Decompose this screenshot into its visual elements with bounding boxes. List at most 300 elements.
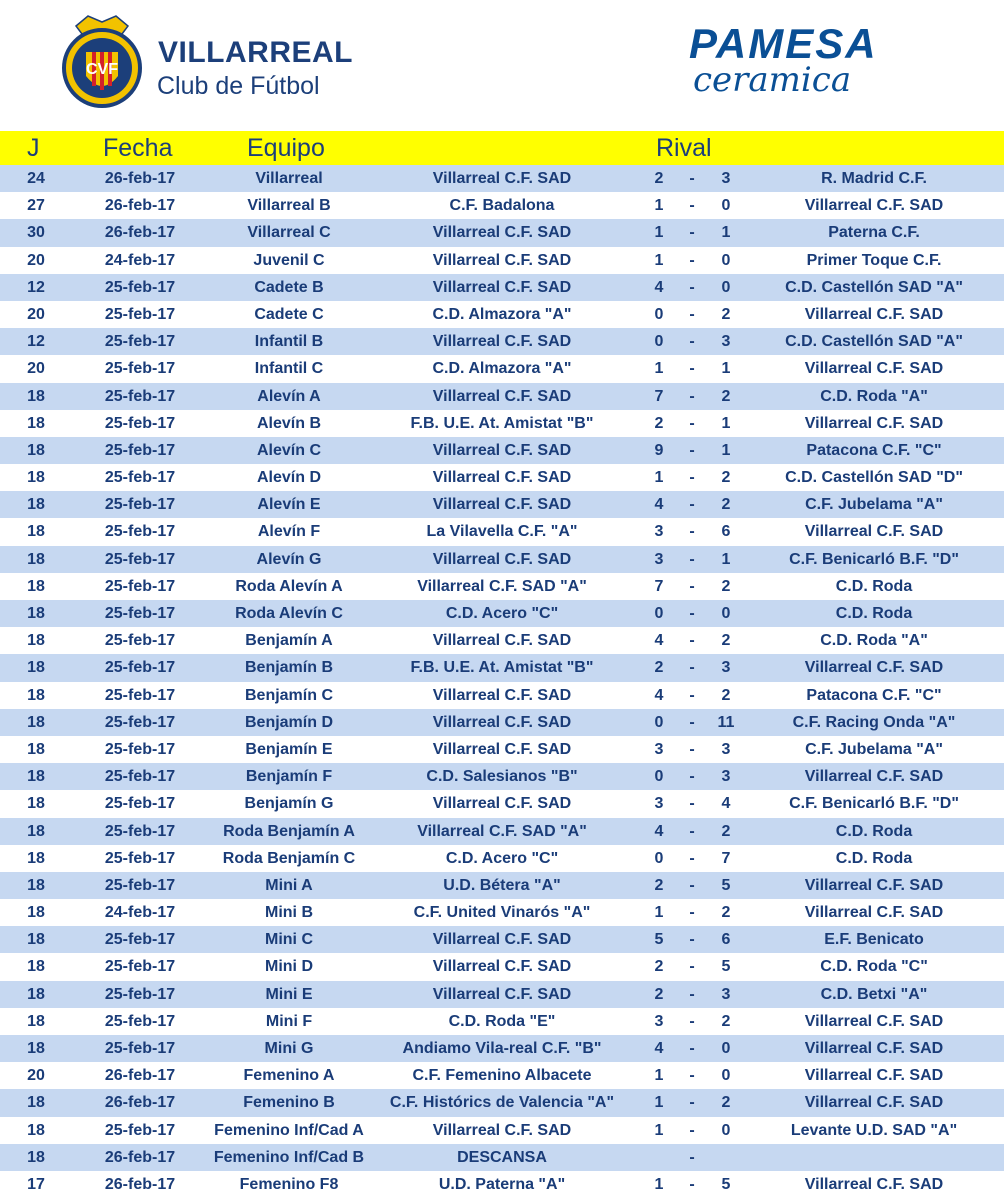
cell-jornada: 18: [27, 713, 45, 731]
cell-equipo: Alevín F: [257, 523, 321, 541]
cell-score-separator: -: [689, 632, 695, 650]
cell-local-team: Villarreal C.F. SAD: [432, 387, 572, 405]
cell-score-home: 2: [654, 414, 664, 432]
cell-fecha: 25-feb-17: [104, 795, 176, 813]
cell-local-team: Villarreal C.F. SAD: [432, 496, 572, 514]
cell-score-away: 0: [721, 1040, 731, 1057]
table-row: [0, 872, 1004, 899]
cell-fecha: 25-feb-17: [104, 605, 176, 622]
table-row: [0, 790, 1004, 817]
cell-local-team: Villarreal C.F. SAD: [432, 713, 572, 731]
cell-score-away: 0: [721, 1121, 731, 1139]
cell-local-team: F.B. U.E. At. Amistat "B": [410, 659, 594, 677]
cell-equipo: Cadete C: [254, 305, 324, 323]
cell-local-team: Villarreal C.F. SAD: [432, 795, 572, 813]
cell-score-away: 1: [721, 414, 731, 432]
cell-rival-team: C.D. Roda: [835, 605, 913, 622]
cell-rival-team: Villarreal C.F. SAD: [804, 768, 944, 786]
cell-jornada: 18: [27, 876, 45, 894]
cell-score-home: 4: [654, 632, 664, 650]
cell-equipo: Benjamín G: [244, 795, 334, 813]
cell-score-separator: -: [689, 469, 695, 487]
cell-score-away: 0: [721, 251, 731, 269]
cell-jornada: 18: [27, 795, 45, 813]
cell-score-home: 5: [654, 931, 664, 949]
table-row: [0, 1062, 1004, 1089]
cell-fecha: 26-feb-17: [104, 170, 176, 187]
cell-fecha: 25-feb-17: [104, 686, 176, 704]
table-row: [0, 600, 1004, 627]
cell-local-team: C.F. Badalona: [449, 197, 555, 215]
cell-local-team: Villarreal C.F. SAD: [432, 441, 572, 459]
cell-equipo: Mini B: [265, 904, 313, 922]
cell-score-away: 7: [721, 849, 731, 867]
cell-equipo: Femenino B: [243, 1094, 335, 1112]
cell-local-team: Villarreal C.F. SAD: [432, 224, 572, 242]
cell-fecha: 25-feb-17: [104, 469, 176, 487]
table-row: [0, 736, 1004, 763]
cell-score-away: 1: [721, 441, 731, 459]
cell-score-home: 3: [654, 523, 664, 541]
cell-rival-team: Villarreal C.F. SAD: [804, 904, 944, 922]
cell-equipo: Roda Benjamín C: [222, 849, 356, 867]
cell-equipo: Roda Benjamín A: [223, 822, 355, 840]
table-row: [0, 274, 1004, 301]
cell-rival-team: C.D. Roda: [835, 577, 913, 595]
cell-score-away: 3: [721, 985, 731, 1003]
cell-score-separator: -: [689, 605, 695, 622]
cell-local-team: F.B. U.E. At. Amistat "B": [410, 414, 594, 432]
cell-score-home: 0: [654, 605, 664, 622]
cell-equipo: Mini F: [265, 1012, 313, 1030]
table-row: [0, 219, 1004, 246]
table-row: [0, 1171, 1004, 1198]
cell-score-separator: -: [689, 849, 695, 867]
table-row: [0, 410, 1004, 437]
cell-fecha: 26-feb-17: [104, 224, 176, 242]
cell-score-home: 4: [654, 822, 664, 840]
cell-jornada: 12: [27, 333, 45, 351]
cell-score-away: 1: [721, 550, 731, 568]
cell-fecha: 25-feb-17: [104, 550, 176, 568]
cell-fecha: 25-feb-17: [104, 577, 176, 595]
cell-score-separator: -: [689, 360, 695, 378]
cell-rival-team: C.D. Betxi "A": [820, 985, 928, 1003]
cell-rival-team: Villarreal C.F. SAD: [804, 305, 944, 323]
cell-rival-team: C.D. Roda: [835, 822, 913, 840]
cell-local-team: Villarreal C.F. SAD: [432, 550, 572, 568]
cell-local-team: Villarreal C.F. SAD "A": [417, 577, 587, 595]
cell-rival-team: C.F. Benicarló B.F. "D": [789, 550, 959, 568]
cell-score-home: 4: [654, 278, 664, 296]
cell-jornada: 18: [27, 1148, 45, 1166]
cell-score-separator: -: [689, 740, 695, 758]
cell-score-away: 0: [721, 605, 731, 622]
cell-score-separator: -: [689, 686, 695, 704]
cell-rival-team: C.D. Roda: [835, 849, 913, 867]
cell-equipo: Benjamín A: [245, 632, 333, 650]
cell-score-separator: -: [689, 278, 695, 296]
cell-score-home: 1: [654, 360, 664, 378]
cell-score-away: 6: [721, 523, 731, 541]
cell-equipo: Femenino Inf/Cad B: [213, 1148, 365, 1166]
cell-rival-team: C.F. Benicarló B.F. "D": [789, 795, 959, 813]
cell-local-team: C.D. Almazora "A": [432, 360, 572, 378]
table-row: [0, 1008, 1004, 1035]
sponsor-logo-sub: ceramica: [693, 60, 852, 100]
club-subtitle: Club de Fútbol: [157, 72, 320, 100]
cell-fecha: 26-feb-17: [104, 197, 176, 215]
cell-local-team: Villarreal C.F. SAD: [432, 985, 572, 1003]
cell-rival-team: E.F. Benicato: [824, 931, 924, 949]
cell-score-home: 3: [654, 740, 664, 758]
cell-score-home: 1: [654, 1121, 664, 1139]
cell-score-separator: -: [689, 713, 695, 731]
cell-rival-team: R. Madrid C.F.: [821, 170, 927, 187]
cell-local-team: Villarreal C.F. SAD: [432, 278, 572, 296]
column-header-j: J: [27, 134, 40, 162]
cell-score-away: 2: [721, 1094, 731, 1112]
cell-fecha: 25-feb-17: [104, 360, 176, 378]
cell-equipo: Benjamín E: [245, 740, 333, 758]
cell-score-separator: -: [689, 224, 695, 242]
table-row: [0, 627, 1004, 654]
cell-jornada: 30: [27, 224, 45, 242]
cell-score-separator: -: [689, 197, 695, 215]
cell-fecha: 25-feb-17: [104, 659, 176, 677]
table-row: [0, 573, 1004, 600]
cell-score-home: 0: [654, 305, 664, 323]
cell-equipo: Alevín G: [256, 550, 322, 568]
cell-score-home: 4: [654, 496, 664, 514]
cell-score-away: 3: [721, 659, 731, 677]
cell-equipo: Femenino F8: [239, 1175, 339, 1193]
cell-rival-team: Primer Toque C.F.: [806, 251, 942, 269]
cell-score-separator: -: [689, 251, 695, 269]
cell-equipo: Mini E: [265, 985, 313, 1003]
table-row: [0, 981, 1004, 1008]
cell-equipo: Roda Alevín C: [235, 605, 343, 622]
cell-score-home: 7: [654, 387, 664, 405]
table-row: [0, 818, 1004, 845]
cell-equipo: Juvenil C: [253, 251, 325, 269]
cell-jornada: 18: [27, 958, 45, 976]
cell-fecha: 25-feb-17: [104, 958, 176, 976]
cell-score-away: 11: [717, 713, 735, 731]
cell-fecha: 25-feb-17: [104, 985, 176, 1003]
cell-score-home: 2: [654, 170, 664, 187]
cell-fecha: 25-feb-17: [104, 931, 176, 949]
cell-score-away: 3: [721, 170, 731, 187]
cell-jornada: 18: [27, 414, 45, 432]
cell-fecha: 25-feb-17: [104, 278, 176, 296]
cell-score-away: 2: [721, 305, 731, 323]
cell-score-home: 1: [654, 1067, 664, 1085]
cell-rival-team: C.F. Racing Onda "A": [792, 713, 956, 731]
cell-equipo: Infantil C: [254, 360, 324, 378]
cell-fecha: 25-feb-17: [104, 740, 176, 758]
cell-local-team: Villarreal C.F. SAD: [432, 632, 572, 650]
cell-fecha: 25-feb-17: [104, 1040, 176, 1057]
cell-fecha: 24-feb-17: [104, 904, 176, 922]
cell-score-separator: -: [689, 931, 695, 949]
cell-fecha: 25-feb-17: [104, 496, 176, 514]
cell-score-home: 1: [654, 197, 664, 215]
table-row: [0, 763, 1004, 790]
cell-jornada: 17: [27, 1175, 45, 1193]
cell-fecha: 24-feb-17: [104, 251, 176, 269]
cell-rival-team: Villarreal C.F. SAD: [804, 876, 944, 894]
cell-score-home: 1: [654, 1175, 664, 1193]
club-name: VILLARREAL: [158, 36, 353, 69]
cell-local-team: C.D. Acero "C": [445, 849, 559, 867]
cell-score-away: 3: [721, 740, 731, 758]
cell-equipo: Villarreal C: [247, 224, 331, 242]
table-row: [0, 926, 1004, 953]
cell-score-separator: -: [689, 333, 695, 351]
cell-score-separator: -: [689, 1148, 695, 1166]
cell-equipo: Alevín C: [256, 441, 321, 459]
cell-rival-team: Villarreal C.F. SAD: [804, 1040, 944, 1057]
cell-jornada: 18: [27, 550, 45, 568]
cell-rival-team: Levante U.D. SAD "A": [790, 1121, 958, 1139]
cell-score-separator: -: [689, 904, 695, 922]
cell-local-team: Villarreal C.F. SAD: [432, 740, 572, 758]
cell-score-away: 2: [721, 577, 731, 595]
cell-rival-team: Villarreal C.F. SAD: [804, 414, 944, 432]
cell-equipo: Mini C: [265, 931, 313, 949]
cell-score-home: 1: [654, 251, 664, 269]
cell-jornada: 18: [27, 768, 45, 786]
cell-score-separator: -: [689, 876, 695, 894]
cell-local-team: C.D. Salesianos "B": [426, 768, 578, 786]
cell-fecha: 25-feb-17: [104, 713, 176, 731]
cell-rival-team: Patacona C.F. "C": [806, 441, 942, 459]
cell-jornada: 18: [27, 1012, 45, 1030]
table-row: [0, 1035, 1004, 1062]
cell-rival-team: Villarreal C.F. SAD: [804, 1067, 944, 1085]
cell-local-team: Villarreal C.F. SAD: [432, 958, 572, 976]
cell-jornada: 18: [27, 1094, 45, 1112]
cell-score-home: [648, 1144, 670, 1171]
cell-equipo: Mini A: [265, 876, 313, 894]
cell-score-home: 2: [654, 958, 664, 976]
cell-score-separator: -: [689, 1175, 695, 1193]
cell-equipo: Benjamín C: [244, 686, 333, 704]
cell-equipo: Mini G: [264, 1040, 314, 1057]
page-header: [0, 0, 1004, 131]
cell-rival-team: Villarreal C.F. SAD: [804, 659, 944, 677]
table-row: [0, 1117, 1004, 1144]
cell-fecha: 25-feb-17: [104, 876, 176, 894]
table-row: [0, 845, 1004, 872]
cell-score-away: 2: [721, 822, 731, 840]
cell-jornada: 18: [27, 523, 45, 541]
cell-score-separator: -: [689, 496, 695, 514]
table-row: [0, 355, 1004, 382]
cell-score-separator: -: [689, 822, 695, 840]
table-row: [0, 301, 1004, 328]
cell-jornada: 18: [27, 985, 45, 1003]
cell-jornada: 18: [27, 469, 45, 487]
cell-jornada: 18: [27, 605, 45, 622]
cell-jornada: 18: [27, 1040, 45, 1057]
cell-fecha: 25-feb-17: [104, 1012, 176, 1030]
cell-rival-team: Villarreal C.F. SAD: [804, 1012, 944, 1030]
cell-score-separator: -: [689, 1012, 695, 1030]
cell-jornada: 18: [27, 686, 45, 704]
table-row: [0, 247, 1004, 274]
cell-fecha: 25-feb-17: [104, 333, 176, 351]
cell-jornada: 27: [27, 197, 45, 215]
cell-local-team: Villarreal C.F. SAD: [432, 686, 572, 704]
cell-score-separator: -: [689, 795, 695, 813]
cell-fecha: 26-feb-17: [104, 1094, 176, 1112]
cell-rival-team: Villarreal C.F. SAD: [804, 523, 944, 541]
table-row: [0, 192, 1004, 219]
cell-local-team: U.D. Paterna "A": [438, 1175, 566, 1193]
cell-score-away: [712, 1144, 740, 1171]
cell-score-away: 2: [721, 632, 731, 650]
table-row: [0, 546, 1004, 573]
column-header-fecha: Fecha: [103, 134, 173, 162]
cell-rival-team: Villarreal C.F. SAD: [804, 1175, 944, 1193]
column-header-rival: Rival: [656, 134, 712, 162]
cell-local-team: U.D. Bétera "A": [443, 876, 561, 894]
cell-fecha: 25-feb-17: [104, 822, 176, 840]
cell-score-home: 3: [654, 795, 664, 813]
cell-score-away: 3: [721, 333, 731, 351]
cell-score-separator: -: [689, 550, 695, 568]
cell-rival-team: Villarreal C.F. SAD: [804, 197, 944, 215]
cell-score-home: 7: [654, 577, 664, 595]
cell-equipo: Alevín B: [256, 414, 321, 432]
table-row: [0, 464, 1004, 491]
cell-jornada: 18: [27, 822, 45, 840]
cell-score-separator: -: [689, 441, 695, 459]
cell-score-separator: -: [689, 1040, 695, 1057]
cell-score-separator: -: [689, 523, 695, 541]
table-row: [0, 709, 1004, 736]
cell-equipo: Benjamín D: [244, 713, 333, 731]
cell-equipo: Villarreal: [255, 170, 323, 187]
cell-score-home: 0: [654, 333, 664, 351]
table-row: [0, 1089, 1004, 1116]
cell-local-team: DESCANSA: [457, 1148, 547, 1166]
cell-jornada: 18: [27, 632, 45, 650]
cell-local-team: Villarreal C.F. SAD: [432, 469, 572, 487]
cell-score-away: 2: [721, 686, 731, 704]
cell-local-team: Villarreal C.F. SAD: [432, 251, 572, 269]
sponsor-logo-name: PAMESA: [689, 20, 878, 67]
cell-score-away: 1: [721, 224, 731, 242]
cell-equipo: Benjamín B: [244, 659, 333, 677]
cell-equipo: Alevín D: [256, 469, 321, 487]
cell-fecha: 25-feb-17: [104, 387, 176, 405]
cell-score-home: 2: [654, 985, 664, 1003]
cell-score-away: 2: [721, 1012, 731, 1030]
table-row: [0, 682, 1004, 709]
cell-score-home: 1: [654, 469, 664, 487]
cell-score-home: 0: [654, 849, 664, 867]
cell-fecha: 25-feb-17: [104, 849, 176, 867]
cell-equipo: Villarreal B: [247, 197, 331, 215]
cell-jornada: 18: [27, 441, 45, 459]
table-row: [0, 328, 1004, 355]
table-row: [0, 437, 1004, 464]
cell-rival-team: C.D. Roda "A": [820, 632, 928, 650]
table-row: [0, 518, 1004, 545]
cell-score-away: 5: [721, 1175, 731, 1193]
table-row: [0, 383, 1004, 410]
cell-jornada: 18: [27, 1121, 45, 1139]
table-header: [0, 131, 1004, 165]
cell-score-away: 4: [721, 795, 731, 813]
cell-score-home: 9: [654, 441, 664, 459]
cell-rival-team: C.D. Castellón SAD "D": [785, 469, 963, 487]
cell-score-away: 1: [721, 360, 731, 378]
cell-score-away: 5: [721, 958, 731, 976]
cell-local-team: Andiamo Vila-real C.F. "B": [402, 1040, 602, 1057]
cell-score-home: 1: [654, 224, 664, 242]
cell-score-home: 0: [654, 768, 664, 786]
cell-equipo: Alevín A: [257, 387, 321, 405]
cell-score-home: 4: [654, 686, 664, 704]
cell-score-separator: -: [689, 1067, 695, 1085]
cell-local-team: Villarreal C.F. SAD: [432, 1121, 572, 1139]
cell-rival-team: C.F. Jubelama "A": [805, 496, 943, 514]
cell-score-separator: -: [689, 305, 695, 323]
cell-score-separator: -: [689, 659, 695, 677]
cell-score-separator: -: [689, 414, 695, 432]
cell-equipo: Femenino Inf/Cad A: [214, 1121, 364, 1139]
cell-rival-team: Villarreal C.F. SAD: [804, 360, 944, 378]
cell-score-separator: -: [689, 1094, 695, 1112]
cell-score-home: 0: [654, 713, 664, 731]
cell-score-separator: -: [689, 387, 695, 405]
results-table-body: [0, 165, 1004, 1198]
cell-jornada: 12: [27, 278, 45, 296]
cell-score-home: 1: [654, 1094, 664, 1112]
cell-rival-team: [752, 1144, 996, 1171]
cell-jornada: 18: [27, 496, 45, 514]
cell-jornada: 18: [27, 740, 45, 758]
cell-rival-team: Patacona C.F. "C": [806, 686, 942, 704]
table-row: [0, 899, 1004, 926]
cell-fecha: 26-feb-17: [104, 1067, 176, 1085]
cell-jornada: 20: [27, 251, 45, 269]
cell-jornada: 18: [27, 849, 45, 867]
cell-score-away: 2: [721, 496, 731, 514]
cell-equipo: Cadete B: [254, 278, 324, 296]
cell-rival-team: Paterna C.F.: [828, 224, 920, 242]
cell-local-team: La Vilavella C.F. "A": [426, 523, 578, 541]
cell-score-home: 2: [654, 876, 664, 894]
cell-rival-team: C.D. Castellón SAD "A": [785, 333, 963, 351]
cell-rival-team: C.F. Jubelama "A": [805, 740, 943, 758]
cell-jornada: 18: [27, 387, 45, 405]
cell-score-separator: -: [689, 170, 695, 187]
cell-score-home: 4: [654, 1040, 664, 1057]
cell-rival-team: C.D. Roda "A": [820, 387, 928, 405]
cell-fecha: 26-feb-17: [104, 1148, 176, 1166]
villarreal-crest-logo: [58, 12, 146, 108]
cell-local-team: Villarreal C.F. SAD: [432, 333, 572, 351]
cell-fecha: 25-feb-17: [104, 523, 176, 541]
cell-equipo: Alevín E: [257, 496, 321, 514]
cell-score-separator: -: [689, 958, 695, 976]
cell-score-separator: -: [689, 577, 695, 595]
